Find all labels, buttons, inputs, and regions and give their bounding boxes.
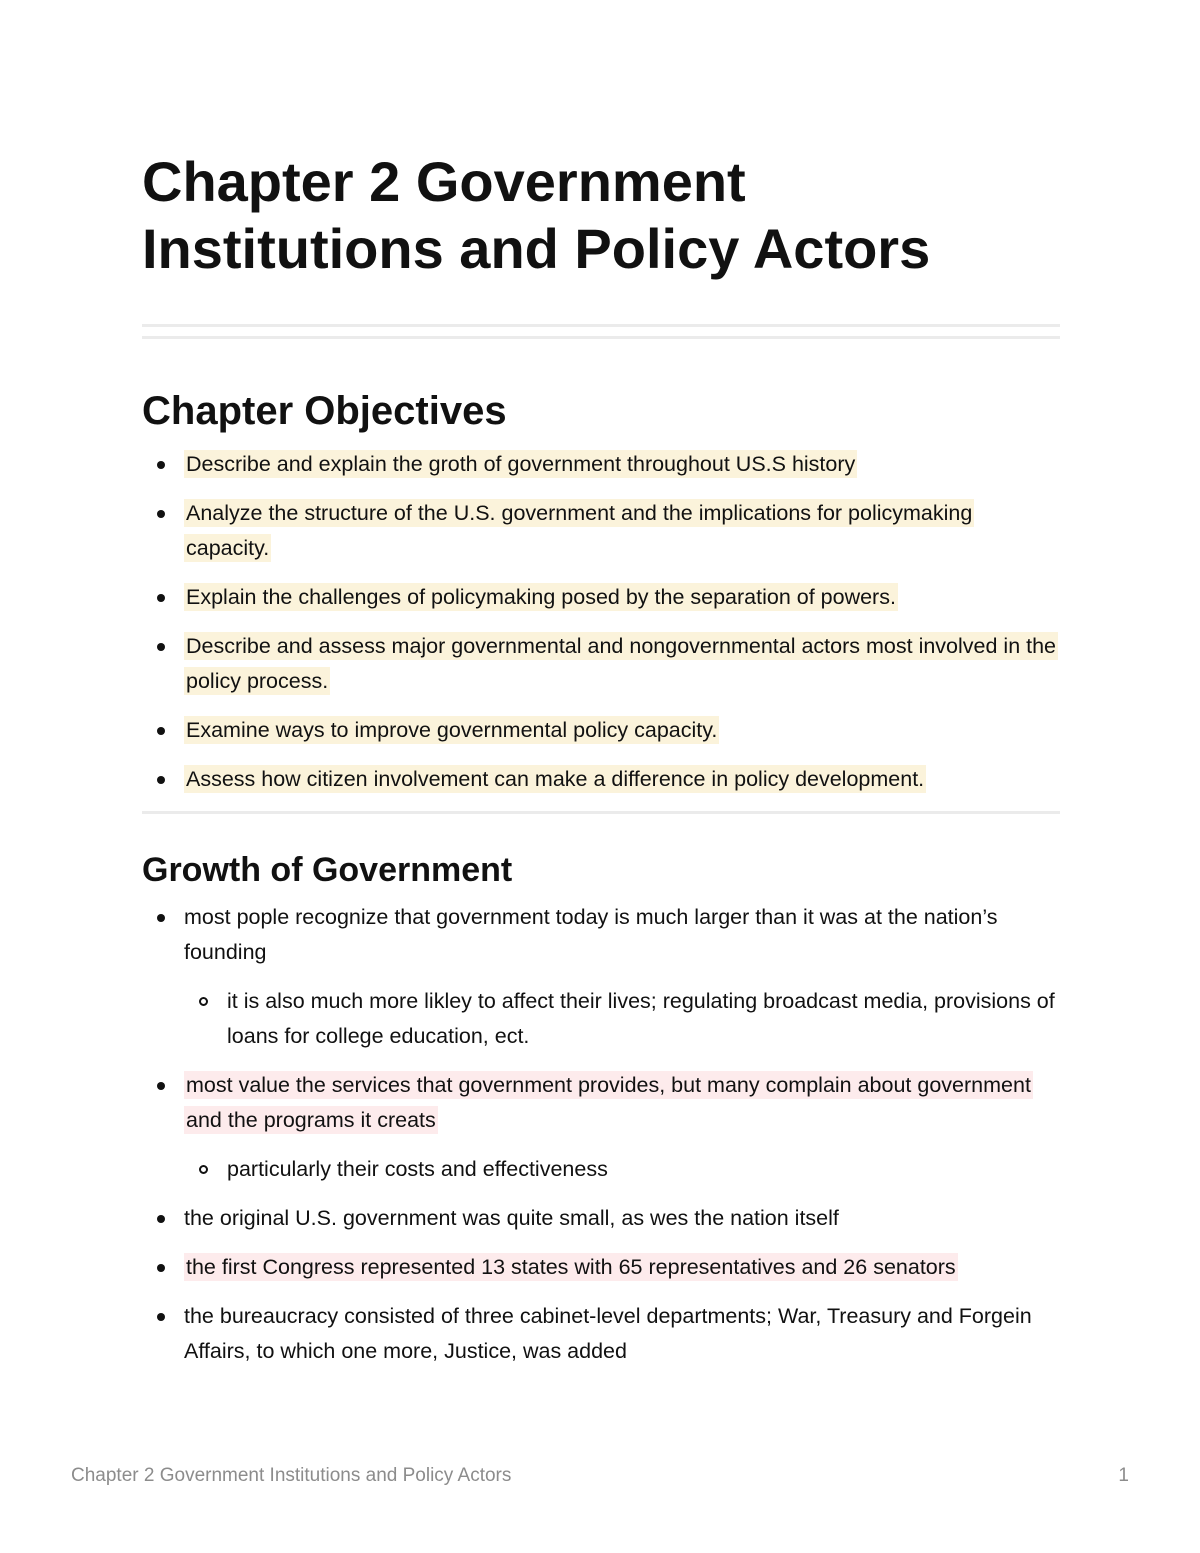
title-divider-top	[142, 324, 1060, 327]
list-item	[142, 762, 1060, 797]
growth-heading: Growth of Government	[142, 851, 513, 889]
objective-text: Explain the challenges of policymaking posed by the separation of powers.	[186, 585, 896, 609]
list-item	[142, 1201, 1060, 1236]
document-title: Chapter 2 Government Institutions and Policy Actors	[142, 150, 931, 280]
section-divider	[142, 811, 1060, 814]
objective-text: Examine ways to improve governmental policy capacity.	[186, 718, 718, 742]
list-item	[142, 496, 1060, 566]
objective-text: Assess how citizen involvement can make a difference in policy development.	[186, 767, 925, 791]
objective-text: Describe and assess major governmental and nongovernmental actors most involved in the policy process.	[186, 634, 1057, 693]
list-item	[142, 1299, 1060, 1369]
growth-text: most pople recognize that government today is much larger than it was at the nation’s founding	[184, 905, 998, 964]
list-item	[142, 1250, 1060, 1285]
growth-subtext: it is also much more likley to affect their lives; regulating broadcast media, provisions of loans for college education, ect.	[227, 989, 1055, 1048]
growth-text: the bureaucracy consisted of three cabinet-level departments; War, Treasury and Forgein Affairs, to which one more, Justice, was added	[184, 1304, 1032, 1363]
title-divider-bottom	[142, 336, 1060, 339]
page-content	[142, 148, 1060, 1383]
growth-text: most value the services that government provides, but many complain about government and the programs it creats	[186, 1073, 1031, 1132]
growth-list	[142, 900, 1060, 1369]
objectives-heading: Chapter Objectives	[142, 389, 507, 433]
list-item	[142, 713, 1060, 748]
list-item	[142, 629, 1060, 699]
growth-subtext: particularly their costs and effectiveness	[227, 1157, 608, 1181]
footer-title: Chapter 2 Government Institutions and Policy Actors	[71, 1465, 512, 1486]
growth-text: the first Congress represented 13 states with 65 representatives and 26 senators	[186, 1255, 956, 1279]
list-item	[142, 580, 1060, 615]
list-item	[142, 900, 1060, 970]
list-item	[142, 447, 1060, 482]
sub-list-item	[142, 1152, 1060, 1187]
list-item	[142, 1068, 1060, 1138]
sub-list-item	[142, 984, 1060, 1054]
page-number: 1	[1118, 1465, 1129, 1486]
objective-text: Describe and explain the groth of government throughout US.S history	[186, 452, 856, 476]
objectives-list	[142, 447, 1060, 797]
objective-text: Analyze the structure of the U.S. government and the implications for policymaking capacity.	[186, 501, 973, 560]
growth-text: the original U.S. government was quite small, as wes the nation itself	[184, 1206, 839, 1230]
